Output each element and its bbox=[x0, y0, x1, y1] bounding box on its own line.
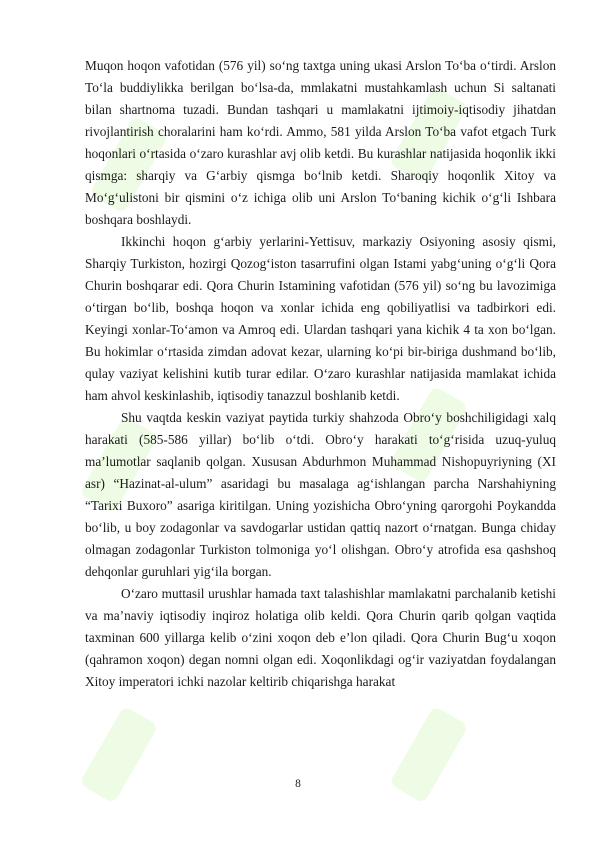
paragraph: Muqon hoqon vafotidan (576 yil) so‘ng taxtga uning ukasi Arslon To‘ba o‘tirdi. Arslon To‘la buddiylikka berilgan bo‘lsa-da, mmlakatni mustahkamlash uchun Si saltanati bilan shartnoma tuzadi. Bundan tashqari u mamlakatni ijtimoiy-iqtisodiy jihatdan rivojlantirish choralarini ham ko‘rdi. Ammo, 581 yilda Arslon To‘ba vafot etgach Turk hoqonlari o‘rtasida o‘zaro kurashlar avj olib ketdi. Bu kurashlar natijasida hoqonlik ikki qismga: sharqiy va G‘arbiy qismga bo‘lnib ketdi. Sharoqiy hoqonlik Xitoy va Mo‘g‘ulistoni bir qismini o‘z ichiga olib uni Arslon To‘baning kichik o‘g‘li Ishbara boshqara boshlaydi. bbox=[85, 58, 556, 227]
paragraph: Shu vaqtda keskin vaziyat paytida turkiy shahzoda Obro‘y boshchiligidagi xalq harakati (585-586 yillar) bo‘lib o‘tdi. Obro‘y harakati to‘g‘risida uzuq-yuluq ma’lumotlar saqlanib qolgan. Xususan Abdurhmon Muhammad Nishopuyriyning (XI asr) “Hazinat-al-ulum” asaridagi bu masalaga ag‘ishlangan parcha Narshahiyning “Tarixi Buxoro” asariga kiritilgan. Uning yozishicha Obro‘yning qarorgohi Poykandda bo‘lib, u boy zodagonlar va savdogarlar ustidan qattiq nazort o‘rnatgan. Bunga chiday olmagan zodagonlar Turkiston tolmoniga yo‘l olishgan. Obro‘y atrofida esa qashshoq dehqonlar guruhlari yig‘ila borgan. bbox=[85, 410, 556, 579]
paragraph: Ikkinchi hoqon g‘arbiy yerlarini-Yettisuv, markaziy Osiyoning asosiy qismi, Sharqiy Turkiston, hozirgi Qozog‘iston tasarrufini olgan Istami yabg‘uning o‘g‘li Qora Churin boshqarar edi. Qora Churin Istamining vafotidan (576 yil) so‘ng bu lavozimiga o‘tirgan bo‘lib, boshqa hoqon va xonlar ichida eng qobiliyatlisi va tadbirkori edi. Keyingi xonlar-To‘amon va Amroq edi. Ulardan tashqari yana kichik 4 ta xon bo‘lgan. Bu hokimlar o‘rtasida zimdan adovat kezar, ularning ko‘pi bir-biriga dushmand bo‘lib, qulay vaziyat kelishini kutib turar edilar. O‘zaro kurashlar natijasida mamlakat ichida ham ahvol keskinlashib, iqtisodiy tanazzul boshlanib ketdi. bbox=[85, 234, 556, 403]
body-text bbox=[85, 55, 556, 693]
paragraph: O‘zaro muttasil urushlar hamada taxt talashishlar mamlakatni parchalanib ketishi va ma’naviy iqtisodiy inqiroz holatiga olib keldi. Qora Churin qarib qolgan vaqtida taxminan 600 yillarga kelib o‘zini xoqon deb e’lon qiladi. Qora Churin Bug‘u xoqon (qahramon xoqon) degan nomni olgan edi. Xoqonlikdagi og‘ir vaziyatdan foydalangan Xitoy imperatori ichki nazolar keltirib chiqarishga harakat bbox=[85, 586, 556, 689]
page-number: 8 bbox=[295, 778, 301, 790]
